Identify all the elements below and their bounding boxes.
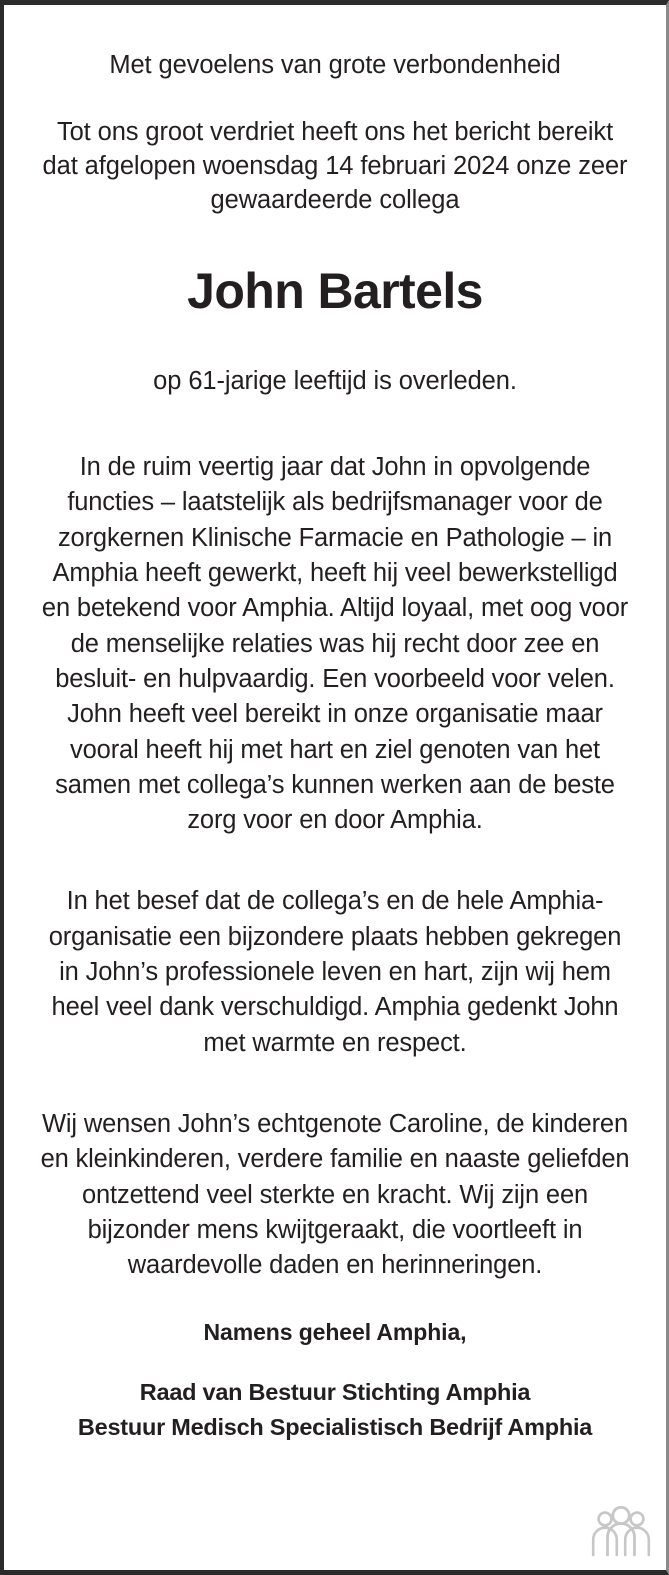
tribute-paragraph-2: In het besef dat de collega’s en de hele Amphia-organisatie een bijzondere plaats hebben gekregen in John’s professionele leven en hart, zijn wij hem heel veel dank verschuldigd. Amphia gedenkt John met warmte en respect. (48, 887, 622, 1057)
spacer (40, 1061, 630, 1107)
intro-paragraph: Tot ons groot verdriet heeft ons het bericht bereikt dat afgelopen woensdag 14 februari 2024 onze zeer gewaardeerde collega (42, 118, 628, 214)
board-line-2: Bestuur Medisch Specialistisch Bedrijf Amphia (77, 1414, 593, 1441)
spacer (40, 82, 630, 116)
three-people-group-icon (590, 1506, 652, 1558)
spacer (40, 1347, 630, 1375)
tribute-paragraph-1: In de ruim veertig jaar dat John in opvolgende functies – laatstelijk als bedrijfsmanager voor de zorgkernen Klinische Farmacie en Pathologie – in Amphia heeft gewerkt, heeft hij veel bewerkstelligd en betekend voor Amphia. Altijd loyaal, met oog voor de menselijke relaties was hij recht door zee en besluit- en hulpvaardig. Een voorbeeld voor velen. John heeft veel bereikt in onze organisatie maar vooral heeft hij met hart en ziel genoten van het samen met collega’s kunnen werken aan de beste zorg voor en door Amphia. (41, 453, 629, 835)
spacer (40, 838, 630, 884)
spacer (40, 1284, 630, 1318)
spacer (40, 319, 630, 365)
board-line-1: Raad van Bestuur Stichting Amphia (139, 1379, 531, 1406)
age-line: op 61-jarige leeftijd is overleden. (153, 366, 517, 395)
amphia-logo (590, 1506, 652, 1558)
tribute-paragraph-3: Wij wensen John’s echtgenote Caroline, de kinderen en kleinkinderen, verdere familie en naaste geliefden ontzettend veel sterkte en kracht. Wij zijn een bijzonder mens kwijtgeraakt, die voortleeft in waardevolle daden en herinneringen. (40, 1110, 630, 1280)
lead-line: Met gevoelens van grote verbondenheid (109, 51, 561, 79)
deceased-name: John Bartels (187, 262, 483, 319)
spacer (40, 218, 630, 264)
signoff-line: Namens geheel Amphia, (203, 1318, 467, 1345)
spacer (40, 398, 630, 450)
notice-content (4, 5, 666, 1445)
